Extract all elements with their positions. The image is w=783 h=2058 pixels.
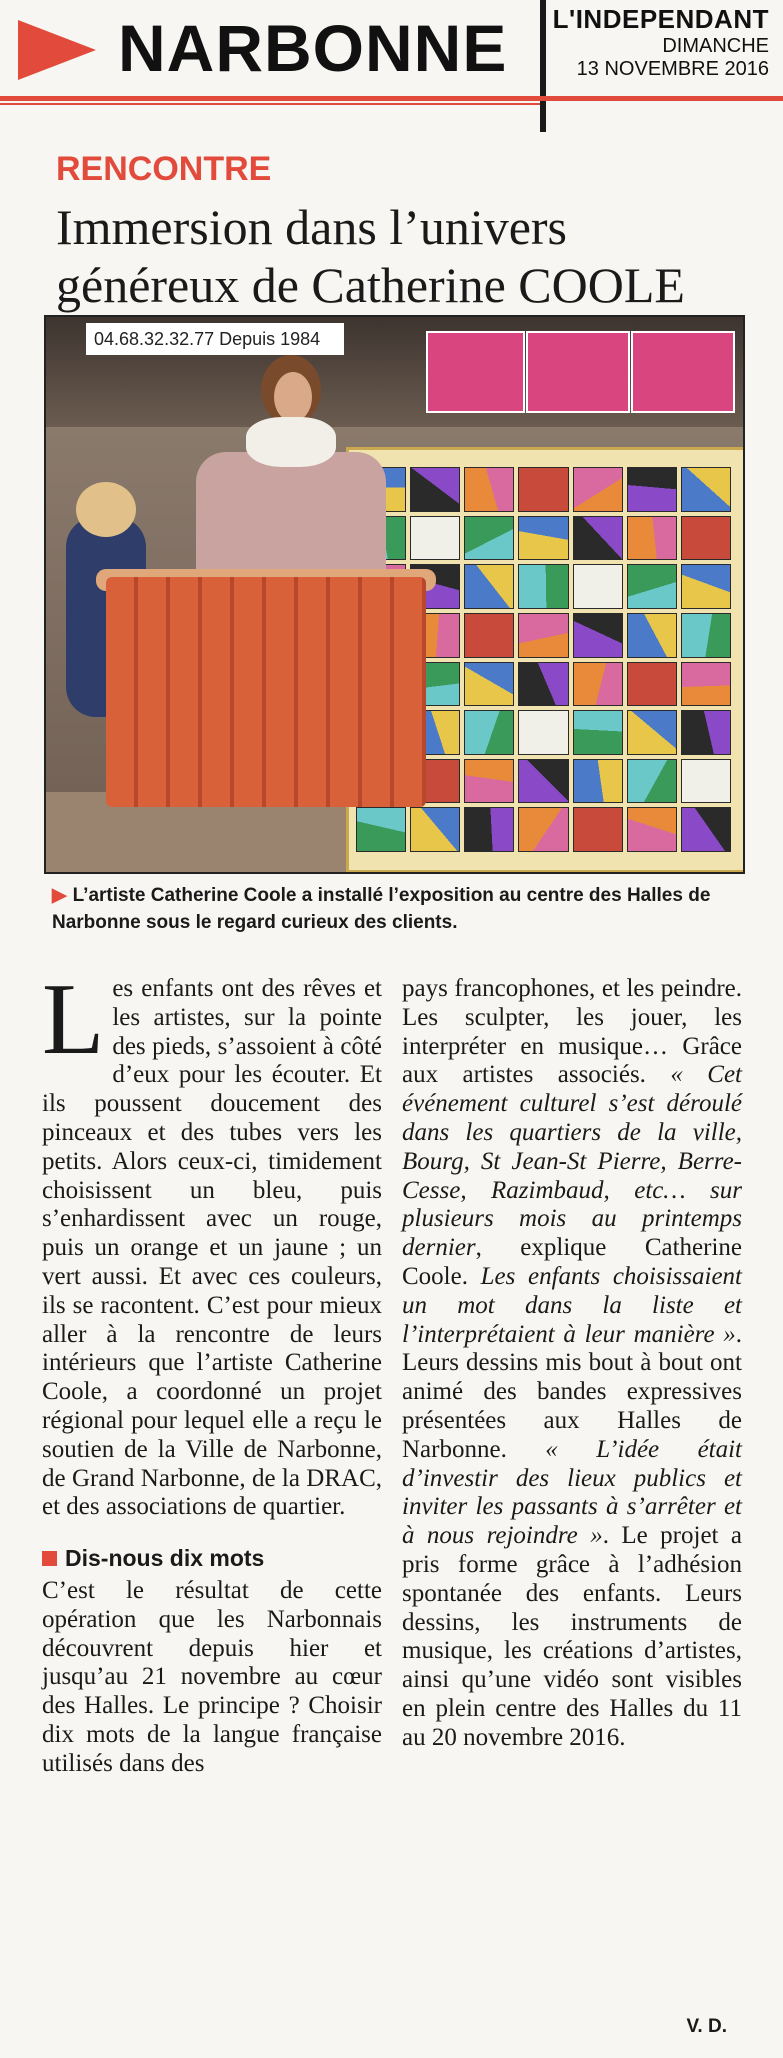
child-drawing [410, 807, 460, 852]
child-drawing [573, 710, 623, 755]
child-drawing [627, 710, 677, 755]
child-drawing [464, 613, 514, 658]
issue-day: DIMANCHE [662, 35, 769, 57]
loto-poster [526, 331, 630, 413]
arrow-icon [18, 20, 96, 80]
child-drawing [681, 516, 731, 561]
child-drawing [627, 662, 677, 707]
title-line-2: généreux de Catherine COOLE [56, 257, 685, 313]
photo-caption [52, 882, 742, 936]
header-divider [540, 0, 546, 132]
child-drawing [518, 467, 568, 512]
caption-text: L’artiste Catherine Coole a installé l’exposition au centre des Halles de Narbonne sous le regard curieux des clients. [52, 885, 711, 933]
article-photo [44, 315, 745, 874]
child-drawing [518, 516, 568, 561]
child-drawing [573, 759, 623, 804]
child-drawing [464, 710, 514, 755]
child-head [76, 482, 136, 537]
child-drawing [464, 516, 514, 561]
child-drawing [464, 564, 514, 609]
child-drawing [518, 564, 568, 609]
masthead [553, 4, 769, 81]
child-drawing [627, 759, 677, 804]
shop-sign: 04.68.32.32.77 Depuis 1984 [86, 323, 344, 355]
child-drawing [410, 467, 460, 512]
child-drawing [518, 759, 568, 804]
child-drawing [681, 467, 731, 512]
child-drawing [464, 759, 514, 804]
child-drawing [681, 759, 731, 804]
text-run: pays francophones, et les peindre. Les sculpter, les jouer, les interpréter en musique… Grâce aux artistes associés. [402, 975, 742, 1089]
paper-name: L'INDEPENDANT [552, 4, 769, 34]
child-drawing [573, 807, 623, 852]
child-drawing [464, 662, 514, 707]
child-drawing [573, 467, 623, 512]
child-drawing [681, 564, 731, 609]
paragraph-2: C’est le résultat de cette opération que les Narbonnais découvrent depuis hier et jusqu’au 21 novembre au cœur des Halles. Le principe ? Choisir dix mots de la langue française utilisés dans des [42, 1576, 382, 1777]
quote-run: Les enfants choisissaient un mot dans la liste et l’interprétaient à leur manière » [402, 1262, 742, 1348]
article-column-left [42, 963, 382, 1779]
child-drawing [518, 807, 568, 852]
child-drawing [518, 710, 568, 755]
child-drawing [464, 807, 514, 852]
article-title [56, 198, 756, 314]
article-column-right [402, 975, 742, 1753]
section-town: NARBONNE [118, 11, 508, 85]
quote-run: « Cet événement culturel s’est déroulé dans les quartiers de la ville, Bourg, St Jean-St Pierre, Berre-Cesse, Razimbaud, etc… sur plusieurs mois au printemps dernier [402, 1061, 742, 1262]
child-drawing [681, 662, 731, 707]
artist-scarf [246, 417, 336, 467]
child-drawing [518, 613, 568, 658]
child-drawing [518, 662, 568, 707]
loto-poster [631, 331, 735, 413]
paragraph-intro [42, 963, 382, 1522]
child-drawing [627, 516, 677, 561]
child-drawing [573, 564, 623, 609]
newspaper-header [0, 0, 783, 110]
quote-run: « L’idée était d’investir des lieux publics et inviter les passants à s’arrêter et à nous rejoindre » [402, 1435, 743, 1550]
text-run: . Leurs dessins mis bout à bout ont animé des bandes expressives présentées aux Halles de Narbonne. [402, 1320, 742, 1463]
child-drawing [573, 516, 623, 561]
square-bullet-icon [42, 1551, 57, 1566]
child-drawing [681, 710, 731, 755]
child-drawing [410, 516, 460, 561]
intro-text: es enfants ont des rêves et les artistes, sur la pointe des pieds, s’assoient à côté d’eux pour les écouter. Et ils poussent doucement des pinceaux et des tubes vers les petits. Alors ceux-ci, timidement choisissent un bleu, puis s’enhardissent avec un rouge, puis un orange et un jaune ; un vert aussi. Et avec ces couleurs, ils se racontent. C’est pour mieux aller à la rencontre de leurs intérieurs que l’artiste Catherine Coole, a coordonné un projet régional pour lequel elle a reçu le soutien de la Ville de Narbonne, de Grand Narbonne, de la DRAC, et des associations de quartier. [42, 975, 382, 1521]
loto-poster [426, 331, 525, 413]
title-line-1: Immersion dans l’univers [56, 199, 568, 255]
subheading [42, 1544, 382, 1573]
child-drawing [627, 467, 677, 512]
child-drawing [681, 613, 731, 658]
child-drawing [627, 564, 677, 609]
child-drawing [464, 467, 514, 512]
child-drawing [573, 613, 623, 658]
caption-bullet-icon: ▶ [52, 885, 67, 906]
child-drawing [627, 613, 677, 658]
child-drawing [627, 807, 677, 852]
header-rule-thin [0, 103, 540, 105]
article-kicker: RENCONTRE [56, 150, 272, 188]
artist-face [274, 372, 312, 422]
child-drawing [681, 807, 731, 852]
child-drawing [356, 807, 406, 852]
text-run: , explique Catherine Coole. [402, 1234, 742, 1290]
paragraph-3 [402, 975, 742, 1753]
child-drawing [573, 662, 623, 707]
issue-date: 13 NOVEMBRE 2016 [576, 58, 769, 80]
author-signature: V. D. [686, 2016, 727, 2037]
header-rule [0, 96, 783, 101]
drop-cap: L [42, 963, 105, 1076]
subheading-text: Dis-nous dix mots [65, 1545, 265, 1572]
tube-instrument [106, 577, 426, 807]
text-run: . Le projet a pris forme grâce à l’adhésion spontanée des enfants. Leurs dessins, les instruments de musique, les créations d’artistes, ainsi qu’une vidéo sont visibles en plein centre des Halles du 11 au 20 novembre 2016. [402, 1522, 743, 1751]
